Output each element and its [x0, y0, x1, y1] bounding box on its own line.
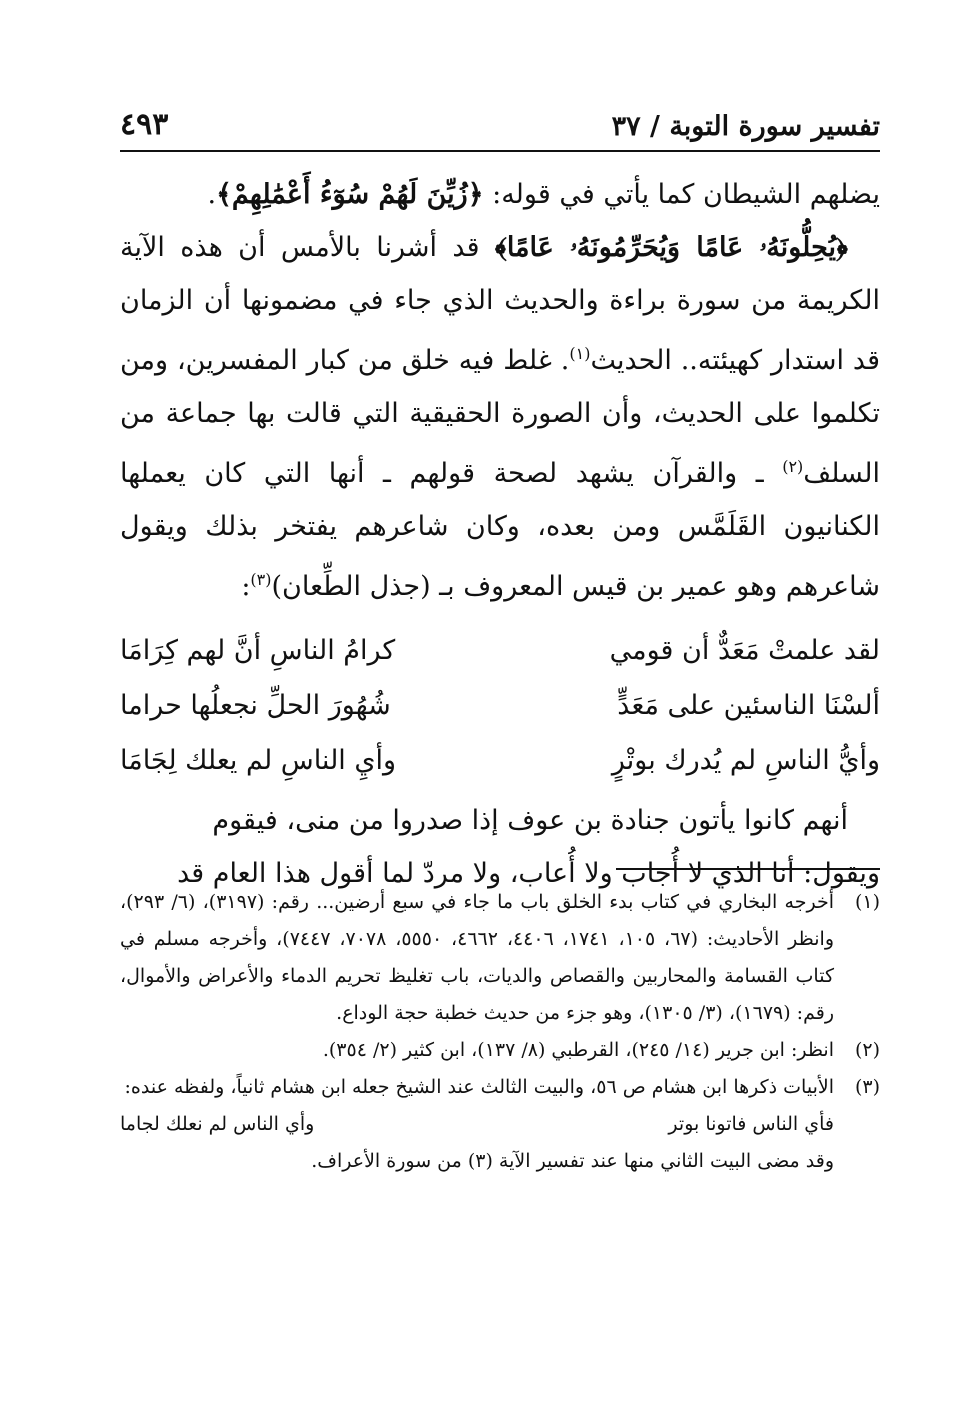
verse-second-hemistich: وأيِ الناسِ لم يعلك لِجَامَا	[120, 745, 397, 776]
paragraph-3-line-1: أنهم كانوا يأتون جنادة بن عوف إذا صدروا من منى، فيقوم	[212, 805, 848, 836]
paragraph-1-text: يضلهم الشيطان كما يأتي في قوله:	[483, 179, 880, 210]
page-number: ٤٩٣	[120, 107, 169, 142]
page-header	[120, 88, 880, 152]
footnote-3	[120, 1069, 880, 1180]
footnote-number: (٣)	[854, 1076, 880, 1098]
footnote-ref-2[interactable]: (٢)	[782, 457, 804, 476]
main-text	[120, 168, 880, 900]
footnote-ref-1[interactable]: (١)	[569, 344, 591, 363]
verse-first-hemistich: لقد علمتْ مَعَدٌّ أن قومي	[609, 635, 880, 666]
footnote-verse	[120, 1106, 834, 1143]
footnote-2	[120, 1032, 880, 1069]
footnote-3-end: وقد مضى البيت الثاني منها عند تفسير الآية (٣) من سورة الأعراف.	[311, 1150, 834, 1172]
footnote-divider	[616, 868, 880, 870]
running-head: تفسير سورة التوبة / ٣٧	[611, 111, 880, 142]
poem	[120, 623, 880, 788]
verse-second-hemistich: شُهُورَ الحلِّ نجعلُها حراما	[120, 690, 391, 721]
poem-verse	[120, 733, 880, 788]
footnote-1	[120, 884, 880, 1032]
paragraph-1-end: .	[207, 179, 217, 210]
verse-second-hemistich: كرامُ الناسِ أنَّ لهم كِرَامَا	[120, 635, 396, 666]
footnote-text: انظر: ابن جرير (١٤/ ٢٤٥)، القرطبي (٨/ ١٣٧)، ابن كثير (٢/ ٣٥٤).	[322, 1039, 834, 1061]
verse-first-hemistich: وأيُّ الناسِ لم يُدرك بوتْرٍ	[611, 745, 880, 776]
poem-verse	[120, 678, 880, 733]
paragraph-1	[120, 168, 880, 221]
quran-quote-2: ﴿يُحِلُّونَهُۥ عَامًا وَيُحَرِّمُونَهُۥ عَامًا﴾	[494, 232, 848, 263]
footnote-text: الأبيات ذكرها ابن هشام ص ٥٦، والبيت الثالث عند الشيخ جعله ابن هشام ثانياً، ولفظه عنده:	[124, 1076, 834, 1098]
quran-quote-1: ﴿زُيِّنَ لَهُمْ سُوٓءُ أَعْمَٰلِهِمْ﴾	[216, 179, 484, 210]
paragraph-2-text-a: قد أشرنا بالأمس أن هذه الآية الكريمة من سورة براءة والحديث الذي جاء في مضمونها أن الزمان قد استدار كهيئته.. الحديث	[120, 232, 880, 376]
footnote-ref-3[interactable]: (٣)	[250, 570, 272, 589]
verse-first-hemistich: ألسْنَا الناسئين على مَعَدٍّ	[617, 690, 880, 721]
footnote-number: (٢)	[854, 1039, 880, 1061]
footnote-number: (١)	[854, 891, 880, 913]
poem-verse	[120, 623, 880, 678]
paragraph-2-text-c: ـ والقرآن يشهد لصحة قولهم ـ أنها التي كان يعملها الكنانيون القَلَمَّس ومن بعده، وكان شاعرهم يفتخر بذلك ويقول شاعرهم وهو عمير بن قيس المعروف بـ (جذل الطِّعان)	[120, 458, 880, 602]
footnote-text: أخرجه البخاري في كتاب بدء الخلق باب ما جاء في سبع أرضين... رقم: (٣١٩٧)، (٦/ ٢٩٣)، وانظر الأحاديث: (٦٧، ١٠٥، ١٧٤١، ٤٤٠٦، ٤٦٦٢، ٥٥٥٠، ٧٠٧٨، ٧٤٤٧)، وأخرجه مسلم في كتاب القسامة والمحاربين والقصاص والديات، باب تغليظ تحريم الدماء والأعراض والأموال، رقم: (١٦٧٩)، (٣/ ١٣٠٥)، وهو جزء من حديث خطبة حجة الوداع.	[120, 891, 834, 1024]
footnotes	[120, 884, 880, 1180]
footnote-verse-second: وأي الناس لم نعلك لجاما	[120, 1113, 315, 1135]
paragraph-2-end: :	[241, 571, 251, 602]
paragraph-2	[120, 221, 880, 613]
paragraph-3-line-2: ويقول: أنا الذي لا أُجاب ولا أُعاب، ولا مردّ لما أقول هذا العام قد	[177, 858, 880, 889]
paragraph-2-text-b: . غلط فيه خلق من كبار المفسرين، ومن تكلموا على الحديث، وأن الصورة الحقيقية التي قالت بها جماعة من السلف	[120, 345, 880, 489]
footnote-verse-first: فأي الناس فاتونا بوتر	[668, 1113, 834, 1135]
